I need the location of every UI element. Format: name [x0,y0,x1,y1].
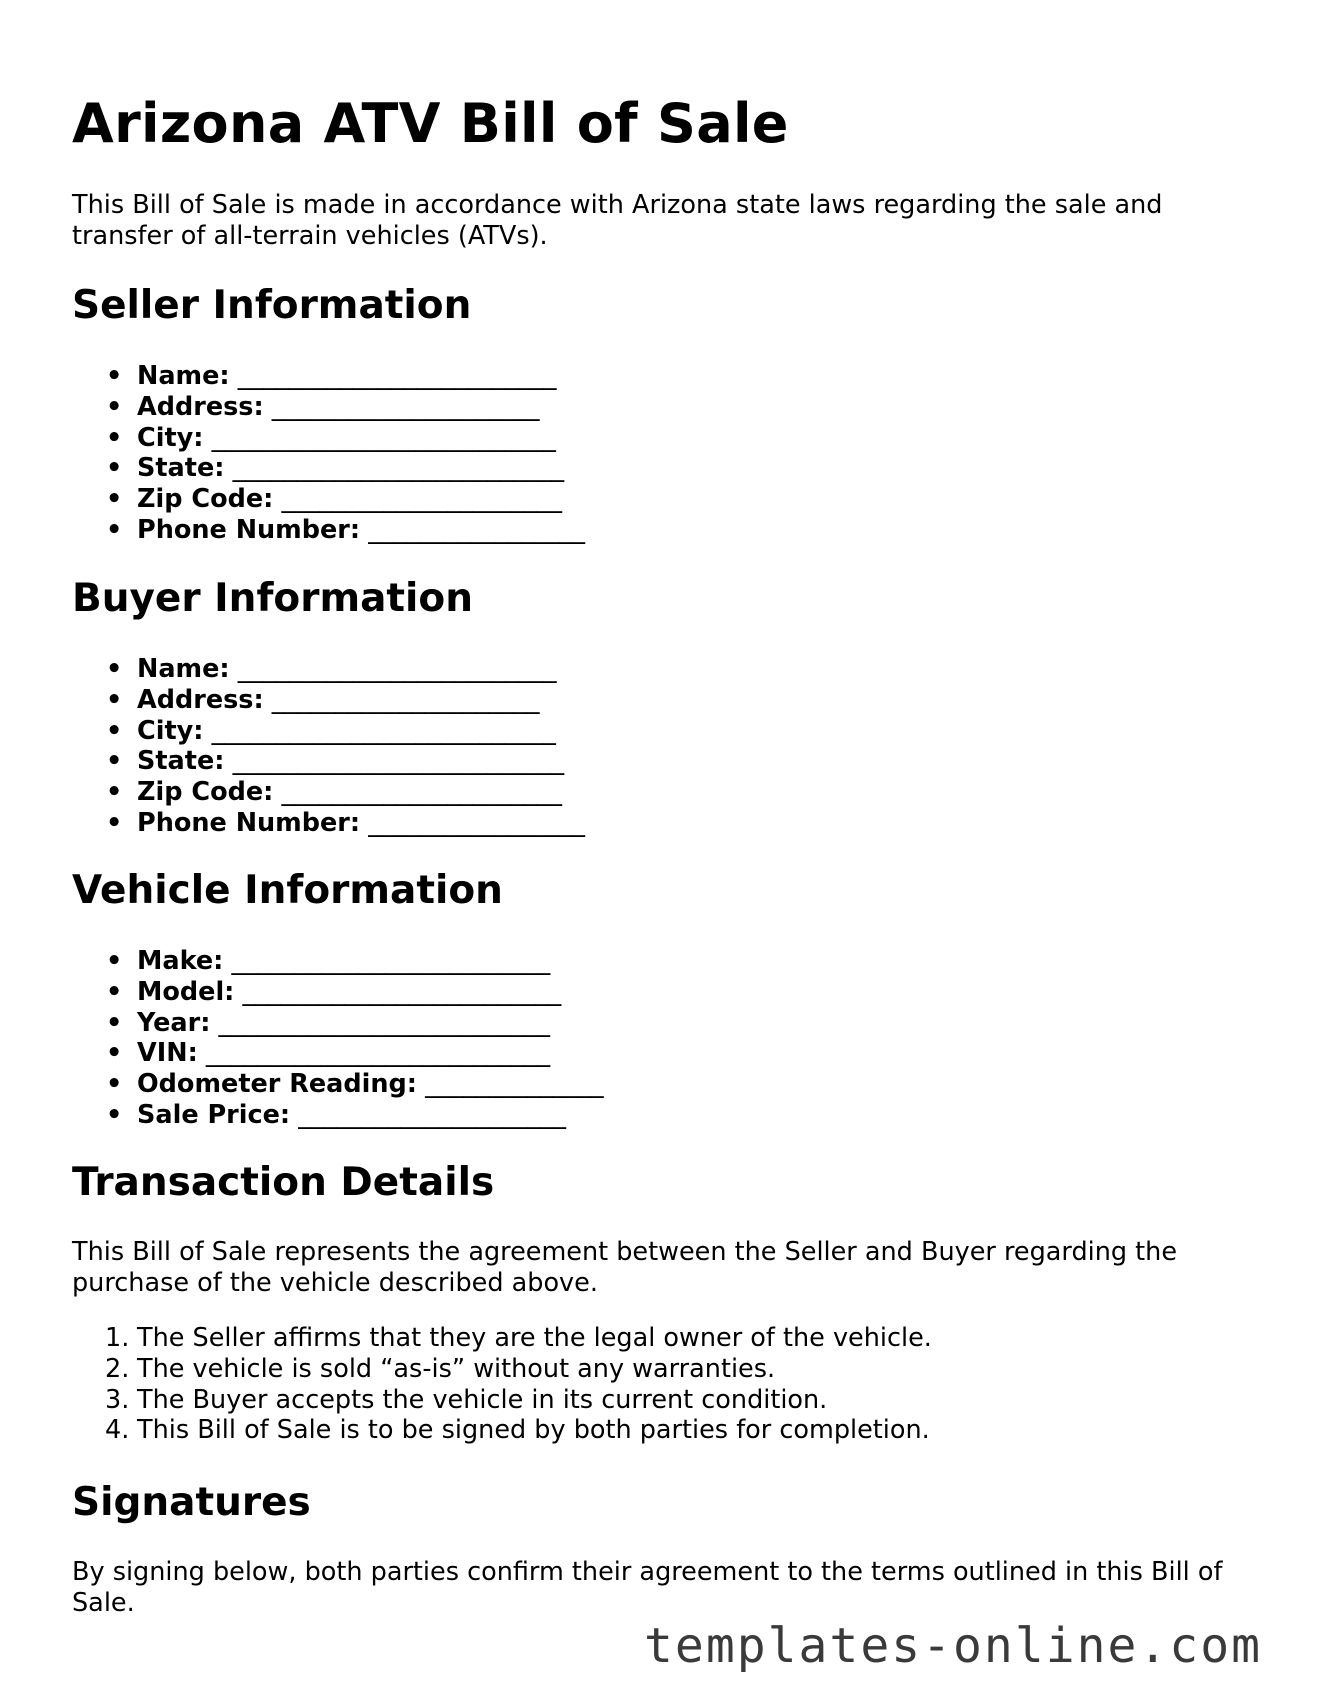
seller-field-list [72,361,585,546]
seller-name-field: • Name: _________________________ [72,361,585,392]
terms-list [72,1323,932,1446]
vehicle-odometer-field: • Odometer Reading: ______________ [72,1069,604,1100]
seller-city-field: • City: ___________________________ [72,423,585,454]
vehicle-price-field: • Sale Price: _____________________ [72,1100,604,1131]
term-item: 2. The vehicle is sold “as-is” without any warranties. [105,1353,776,1384]
buyer-address-field: • Address: _____________________ [72,685,585,716]
buyer-field-list [72,654,585,839]
buyer-phone-field: • Phone Number: _________________ [72,808,585,839]
buyer-name-field: • Name: _________________________ [72,654,585,685]
transaction-heading: Transaction Details [72,1160,495,1205]
vehicle-make-field: • Make: _________________________ [72,946,604,977]
vehicle-model-field: • Model: _________________________ [72,977,604,1008]
buyer-heading: Buyer Information [72,576,473,621]
vehicle-year-field: • Year: __________________________ [72,1008,604,1039]
document-title: Arizona ATV Bill of Sale [72,92,789,155]
seller-address-field: • Address: _____________________ [72,392,585,423]
seller-phone-field: • Phone Number: _________________ [72,515,585,546]
signatures-paragraph: By signing below, both parties confirm their agreement to the terms outlined in this Bill of Sale. [72,1557,1223,1618]
term-item: 3. The Buyer accepts the vehicle in its current condition. [105,1384,828,1415]
buyer-zip-field: • Zip Code: ______________________ [72,777,585,808]
vehicle-vin-field: • VIN: ___________________________ [72,1038,604,1069]
seller-state-field: • State: __________________________ [72,453,585,484]
seller-heading: Seller Information [72,283,472,328]
buyer-city-field: • City: ___________________________ [72,716,585,747]
term-item: 4. This Bill of Sale is to be signed by both parties for completion. [105,1415,930,1446]
watermark-text: templates-online.com [644,1618,1262,1674]
vehicle-heading: Vehicle Information [72,868,503,913]
term-item: 1. The Seller affirms that they are the legal owner of the vehicle. [105,1323,932,1353]
signatures-heading: Signatures [72,1480,311,1525]
seller-zip-field: • Zip Code: ______________________ [72,484,585,515]
vehicle-field-list [72,946,604,1131]
transaction-paragraph: This Bill of Sale represents the agreement between the Seller and Buyer regarding the purchase of the vehicle described above. [72,1237,1178,1298]
intro-paragraph: This Bill of Sale is made in accordance with Arizona state laws regarding the sale and transfer of all-terrain vehicles (ATVs). [72,190,1163,251]
buyer-state-field: • State: __________________________ [72,746,585,777]
